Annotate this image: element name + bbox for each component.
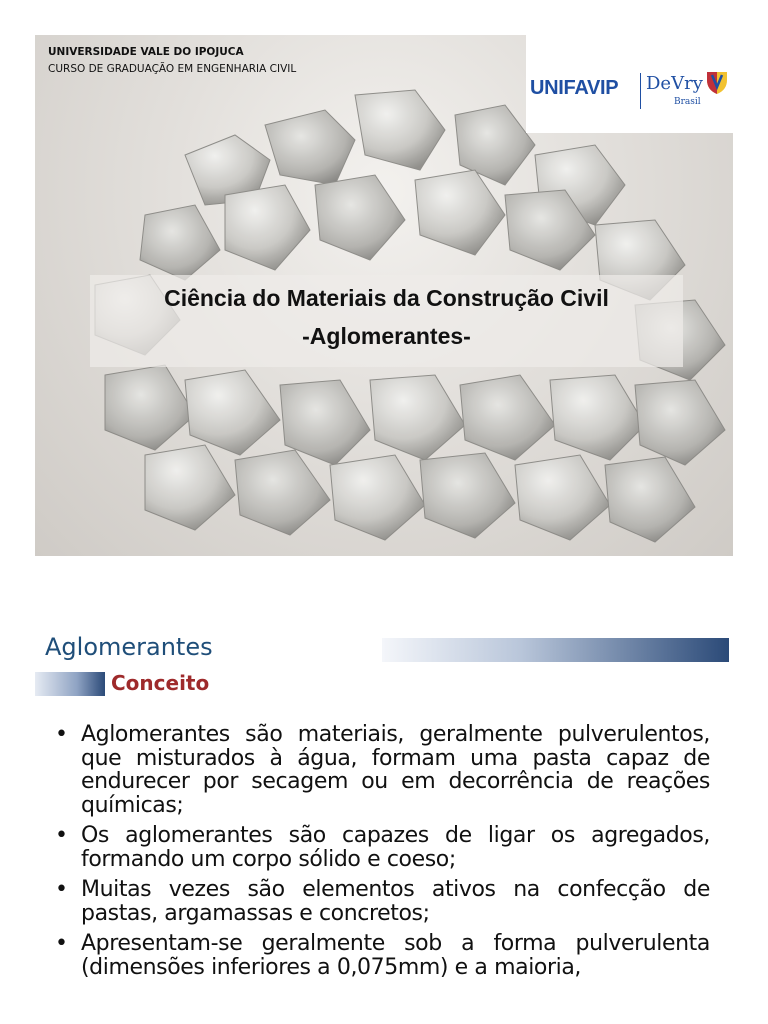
unifavip-wordmark: UNIFAVIP — [530, 77, 619, 99]
bullet-marker: • — [55, 931, 68, 956]
bullet-list — [55, 723, 710, 986]
course-name: CURSO DE GRADUAÇÃO EM ENGENHARIA CIVIL — [48, 63, 297, 75]
header-gradient-bar — [382, 638, 729, 662]
bullet-text: Os aglomerantes são capazes de ligar os agregados, formando um corpo sólido e coeso; — [81, 823, 710, 872]
bullet-text: Muitas vezes são elementos ativos na confecção de pastas, argamassas e concretos; — [81, 877, 710, 926]
university-name: UNIVERSIDADE VALE DO IPOJUCA — [48, 46, 244, 58]
logo-divider — [640, 73, 641, 109]
brasil-wordmark: Brasil — [674, 97, 701, 107]
slide-subtitle: -Aglomerantes- — [302, 323, 471, 349]
subheading-gradient-bar — [35, 672, 105, 696]
list-item — [55, 932, 710, 979]
bullet-marker: • — [55, 877, 68, 902]
section-subheading: Conceito — [111, 671, 210, 695]
bullet-text: Aglomerantes são materiais, geralmente pulverulentos, que misturados à água, formam uma pasta capaz de endurecer por secagem ou em decorrência de reações químicas; — [81, 722, 710, 818]
university-header — [48, 44, 296, 78]
list-item — [55, 878, 710, 925]
devry-wordmark: DeVry — [646, 73, 703, 94]
unifavip-devry-logo — [526, 35, 733, 133]
section-heading: Aglomerantes — [45, 633, 213, 661]
title-band — [90, 275, 683, 367]
list-item — [55, 723, 710, 817]
slide-title: Ciência do Materiais da Construção Civil — [164, 285, 609, 311]
bullet-text: Apresentam-se geralmente sob a forma pulverulenta (dimensões inferiores a 0,075mm) e a maioria, — [81, 931, 710, 980]
title-slide — [35, 35, 733, 556]
bullet-marker: • — [55, 823, 68, 848]
shield-icon — [706, 71, 728, 95]
bullet-marker: • — [55, 722, 68, 747]
list-item — [55, 824, 710, 871]
